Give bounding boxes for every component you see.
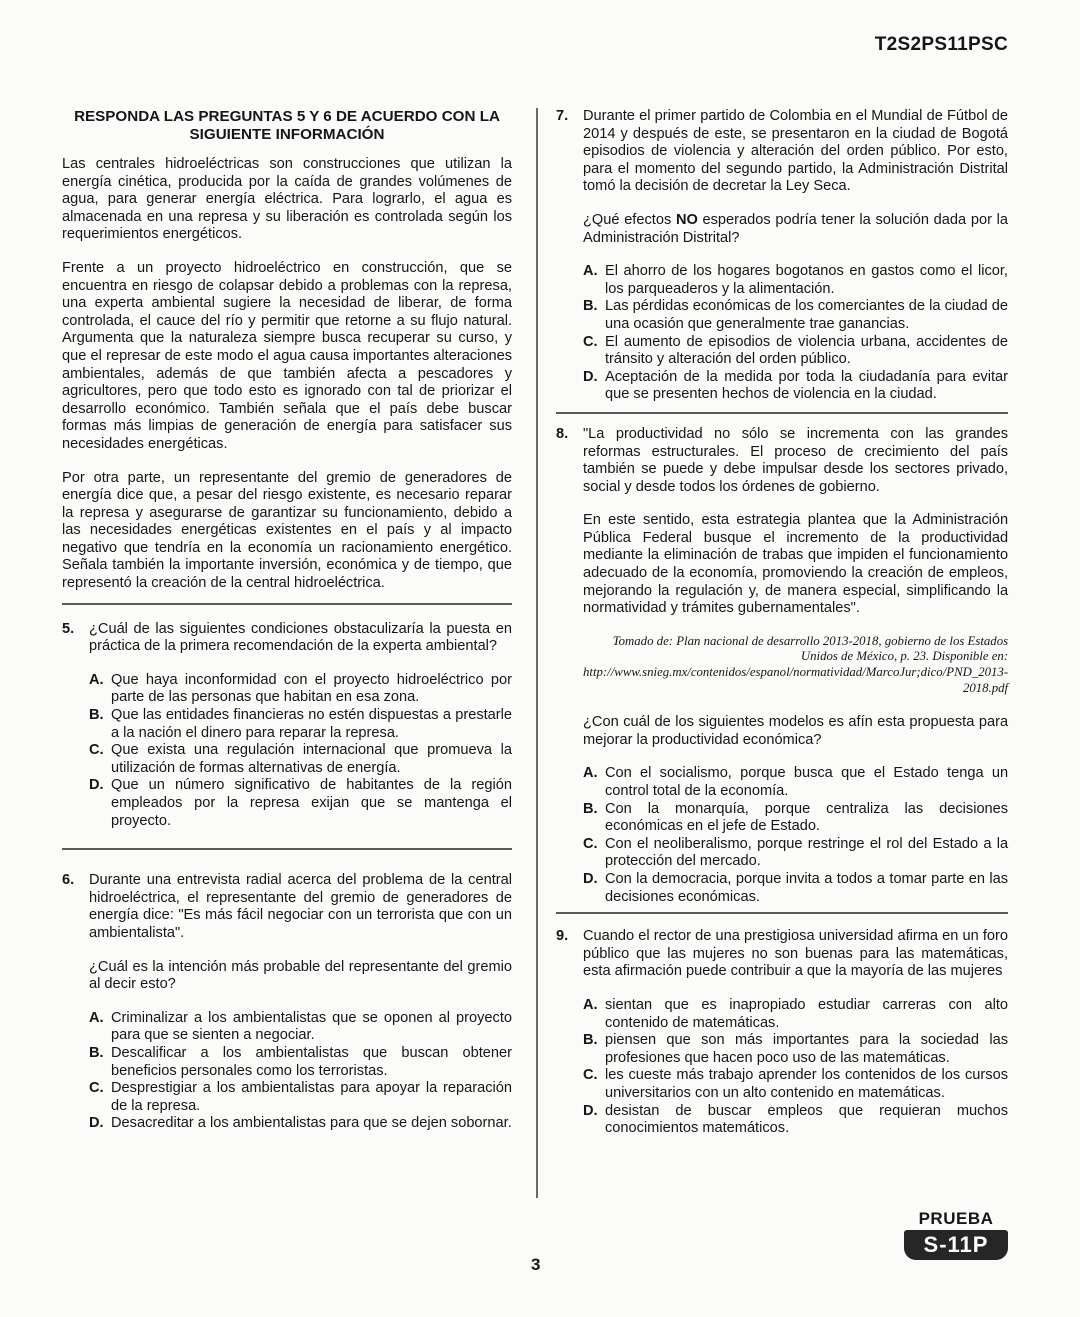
- source-citation: Tomado de: Plan nacional de desarrollo 2013-2018, gobierno de los Estados Unidos de México, p. 23. Disponible en: http://www.snieg.mx/contenidos/espanol/normatividad/MarcoJur;dico/PND_2013-2018.pdf: [583, 633, 1009, 695]
- option-c[interactable]: C. Desprestigiar a los ambientalistas para apoyar la reparación de la represa.: [89, 1080, 512, 1114]
- test-code: T2S2PS11PSC: [874, 34, 1008, 55]
- option-a[interactable]: A. El ahorro de los hogares bogotanos en gastos como el licor, los parqueaderos y la alimentación.: [583, 263, 1008, 297]
- option-c[interactable]: C. Que exista una regulación internacional que promueva la utilización de formas alternativas de energía.: [89, 742, 512, 776]
- option-c[interactable]: C. El aumento de episodios de violencia urbana, accidentes de tránsito y alteración del orden público.: [583, 333, 1008, 368]
- option-b[interactable]: B. piensen que son más importantes para la sociedad las profesiones que hacen poco uso de las matemáticas.: [583, 1032, 1008, 1066]
- quote-paragraph-2: En este sentido, esta estrategia plantea que la Administración Pública Federal busque el incremento de la productividad mediante la eliminación de trabas que impiden el funcionamiento adecuado de la economía, promoviendo la creación de empleos, mejorando la regulación y, de manera especial, simplificando la normatividad y trámites gubernamentales".: [583, 512, 1009, 617]
- question-prompt: ¿Con cuál de los siguientes modelos es afín esta propuesta para mejorar la productividad económica?: [583, 714, 1009, 748]
- context-paragraph-2: Frente a un proyecto hidroeléctrico en construcción, que se encuentra en riesgo de colapsar debido a problemas con la represa, una experta ambiental sugiere la necesidad de liberar, de forma controlada, el cauce del río y permitir que retorne a su flujo natural. Argumenta que la naturaleza siempre busca recuperar su curso, y que el represar de este modo el agua causa importantes alteraciones ambientales, además de que también afecta a pescadores y agricultores, pero que todo esto es ignorado con tal de priorizar el desarrollo económico. También señala que el país debe buscar formas más limpias de generación de energía para satisfacer sus necesidades energéticas.: [62, 259, 512, 452]
- question-8: [556, 426, 1008, 906]
- question-9: [556, 928, 1008, 1138]
- test-badge: [902, 1210, 1010, 1260]
- badge-label: PRUEBA: [918, 1209, 994, 1228]
- page-number: 3: [531, 1255, 541, 1274]
- question-6: [62, 872, 512, 1133]
- section-heading: RESPONDA LAS PREGUNTAS 5 Y 6 DE ACUERDO CON LA SIGUIENTE INFORMACIÓN: [74, 108, 500, 143]
- option-a[interactable]: A. Con el socialismo, porque busca que el Estado tenga un control total de la economía.: [583, 765, 1009, 799]
- question-stem: Cuando el rector de una prestigiosa universidad afirma en un foro público que las mujeres no son buenas para las matemáticas, esta afirmación puede contribuir a que la mayoría de las mujeres: [583, 928, 1008, 980]
- question-separator: [62, 848, 512, 850]
- options-list: [583, 263, 1008, 404]
- emphasis-no: NO: [675, 211, 698, 228]
- quote-paragraph-1: "La productividad no sólo se incrementa con las grandes reformas estructurales. El proceso de crecimiento del país también se puede y debe impulsar desde los sectores privado, social y desde todos los órdenes de gobierno.: [583, 425, 1009, 495]
- question-number: 5.: [62, 620, 75, 637]
- option-b[interactable]: B. Con la monarquía, porque centraliza las decisiones económicas en el jefe de Estado.: [583, 800, 1009, 835]
- question-5: [62, 621, 512, 831]
- option-d[interactable]: D. Que un número significativo de habitantes de la región empleados por la represa exijan que se mantenga el proyecto.: [89, 777, 512, 829]
- question-number: 8.: [556, 425, 569, 442]
- options-list: [583, 997, 1008, 1138]
- option-d[interactable]: D. Con la democracia, porque invita a todos a tomar parte en las decisiones económicas.: [583, 870, 1009, 905]
- options-list: [583, 765, 1008, 906]
- question-prompt: ¿Qué efectos NO esperados podría tener la solución dada por la Administración Distrital?: [583, 211, 1008, 246]
- option-c[interactable]: C. les cueste más trabajo aprender los contenidos de los cursos universitarios con un alto contenido en matemáticas.: [583, 1067, 1008, 1101]
- option-b[interactable]: B. Las pérdidas económicas de los comerciantes de la ciudad de una ocasión que generalmente trae ganancias.: [583, 298, 1008, 332]
- question-number: 7.: [556, 108, 569, 124]
- option-a[interactable]: A. Que haya inconformidad con el proyecto hidroeléctrico por parte de las personas que habitan en esa zona.: [89, 671, 512, 706]
- option-d[interactable]: D. Aceptación de la medida por toda la ciudadanía para evitar que se presenten hechos de violencia en la ciudad.: [583, 368, 1008, 403]
- options-list: [89, 672, 512, 830]
- question-7: [556, 108, 1008, 404]
- question-stem: Durante una entrevista radial acerca del problema de la central hidroeléctrica, el representante del gremio de generadores de energía dice: "Es más fácil negociar con un terrorista que con un ambientalista".: [89, 872, 512, 941]
- option-a[interactable]: A. sientan que es inapropiado estudiar carreras con alto contenido de matemáticas.: [583, 996, 1008, 1031]
- context-paragraph-3: Por otra parte, un representante del gremio de generadores de energía dice que, a pesar del riesgo existente, es necesario reparar la represa y asegurarse de garantizar su funcionamiento, debido a las necesidades energéticas existentes en el país y al impacto negativo que tendría en la economía un racionamiento energético. Señala también la importante inversión, económica y de tiempo, que representó la creación de la central hidroeléctrica.: [62, 469, 512, 592]
- left-column: [62, 108, 512, 1133]
- question-number: 6.: [62, 872, 75, 889]
- section-separator: [62, 603, 512, 605]
- option-d[interactable]: D. Desacreditar a los ambientalistas para que se dejen sobornar.: [89, 1115, 512, 1132]
- question-separator: [556, 412, 1008, 414]
- column-divider: [536, 108, 538, 1198]
- question-stem: ¿Cuál de las siguientes condiciones obstaculizaría la puesta en práctica de la primera recomendación de la experta ambiental?: [89, 620, 512, 655]
- option-b[interactable]: B. Descalificar a los ambientalistas que buscan obtener beneficios personales como los terroristas.: [89, 1044, 512, 1079]
- option-b[interactable]: B. Que las entidades financieras no estén dispuestas a prestarle a la nación el dinero para reparar la represa.: [89, 707, 512, 741]
- badge-code: S-11P: [904, 1230, 1008, 1260]
- question-number: 9.: [556, 928, 569, 945]
- option-a[interactable]: A. Criminalizar a los ambientalistas que se oponen al proyecto para que se sienten a negociar.: [89, 1009, 512, 1044]
- option-c[interactable]: C. Con el neoliberalismo, porque restringe el rol del Estado a la protección del mercado.: [583, 835, 1009, 870]
- right-column: [556, 108, 1008, 1138]
- options-list: [89, 1010, 512, 1133]
- question-stem: Durante el primer partido de Colombia en el Mundial de Fútbol de 2014 y después de este, se presentaron en la ciudad de Bogotá episodios de violencia y alteración del orden público. Por esto, para el momento del segundo partido, la Administración Distrital tomó la decisión de decretar la Ley Seca.: [583, 108, 1008, 195]
- question-prompt: ¿Cuál es la intención más probable del representante del gremio al decir esto?: [89, 958, 512, 993]
- context-paragraph-1: Las centrales hidroeléctricas son construcciones que utilizan la energía cinética, producida por la caída de grandes volúmenes de agua, para generar energía eléctrica. Para lograrlo, el agua es almacenada en una represa y su liberación es controlada según los requerimientos energéticos.: [62, 156, 512, 243]
- question-separator: [556, 912, 1008, 914]
- option-d[interactable]: D. desistan de buscar empleos que requieran muchos conocimientos matemáticos.: [583, 1102, 1008, 1137]
